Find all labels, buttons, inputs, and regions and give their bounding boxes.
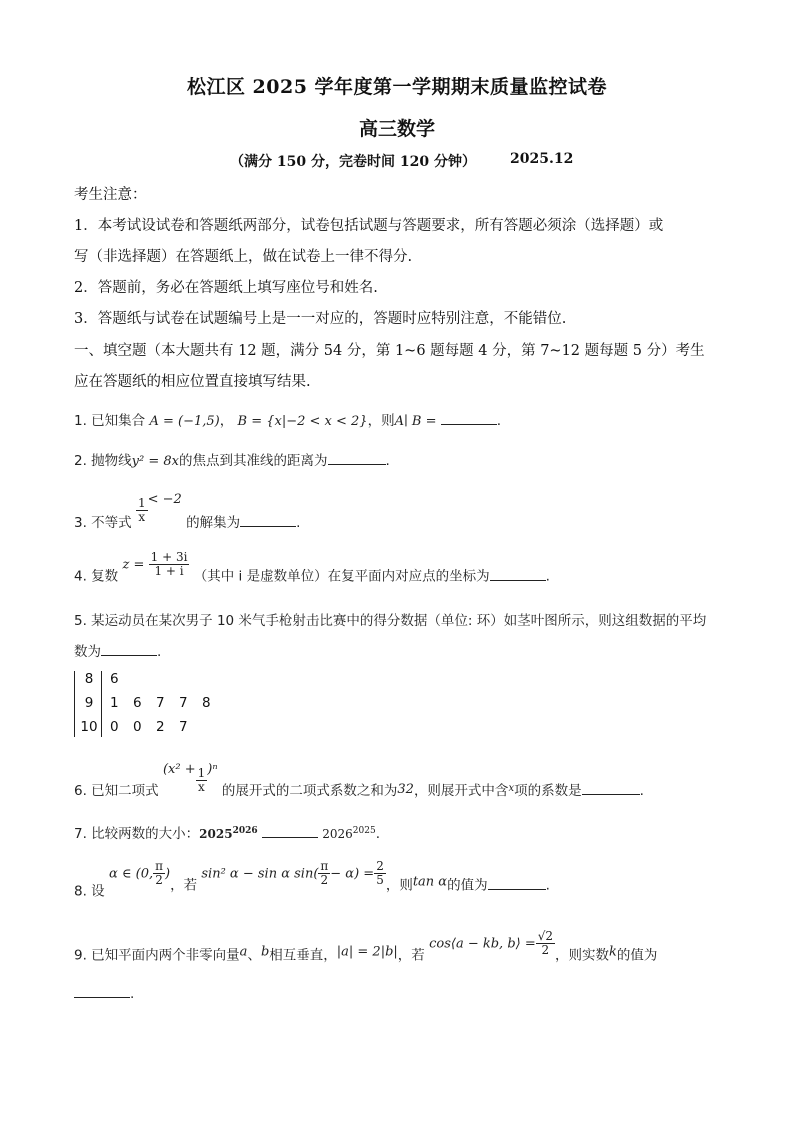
leaf-value: 7: [179, 695, 188, 711]
stem-value: 8: [84, 671, 94, 687]
q6-expr-left: (x² +: [162, 762, 196, 777]
q8-eq-frac: $\frac{\pi}{2}$: [320, 859, 329, 887]
notice-item-2: 2．答题前，务必在答题纸上填写座位号和姓名.: [74, 280, 378, 296]
q1-sep: ，: [219, 413, 234, 429]
q9-sep: 、: [247, 947, 261, 964]
question-5: 5. 某运动员在某次男子 10 米气手枪射击比赛中的得分数据（单位: 环）如茎叶图所示，则这组数据的平均: [74, 613, 707, 629]
leaf-value: 8: [202, 695, 211, 711]
q7-b: $2026^{2025}$: [322, 826, 376, 841]
q9-text: 9. 已知平面内两个非零向量: [74, 947, 240, 964]
q1-set-a: A = (−1,5): [149, 414, 220, 429]
q1-end: .: [496, 413, 502, 429]
q8-rhs-frac: $\frac{2}{5}$: [376, 859, 384, 887]
q3-ineq: < −2: [147, 492, 182, 507]
q6-after1: 的展开式的二项式系数之和为: [221, 783, 398, 799]
q6-after3: 项的系数是: [514, 783, 582, 799]
exam-title: 松江区 2025 学年度第一学期期末质量监控试卷: [186, 76, 608, 98]
section-heading: 一、填空题（本大题共有 12 题，满分 54 分，第 1~6 题每题 4 分，第 7~12 题每题 5 分）考生: [74, 343, 705, 359]
q6-end: .: [639, 783, 644, 799]
q9-rhs-frac: $\frac{√2}{2}$: [537, 929, 554, 957]
q3-end: .: [296, 515, 301, 531]
q4-lhs: z =: [122, 557, 145, 573]
q6-answer-blank[interactable]: [582, 782, 640, 795]
leaf-value: 0: [133, 719, 142, 735]
q2-text: 2. 抛物线: [74, 453, 132, 469]
notice-item-3: 3．答题纸与试卷在试题编号上是一一对应的，答题时应特别注意，不能错位.: [74, 311, 567, 327]
q9-k: k: [609, 944, 617, 960]
q2-answer-blank[interactable]: [328, 452, 386, 465]
q7-text: 7. 比较两数的大小：: [74, 826, 200, 842]
q9-cos: cos⟨a − kb, b⟩ =: [429, 936, 536, 952]
q5-end: .: [157, 644, 162, 660]
leaf-value: 2: [156, 719, 165, 735]
q8-answer-blank[interactable]: [488, 877, 546, 890]
q9-after: ，则实数: [555, 947, 610, 964]
q1-mid: ，则: [367, 413, 395, 429]
question-8: [74, 860, 550, 900]
q9-mid1: 相互垂直，: [269, 947, 337, 964]
q9-answer-blank[interactable]: [74, 985, 130, 998]
question-1: [74, 409, 501, 429]
q2-end: .: [385, 453, 390, 469]
q8-cond-end: ): [165, 866, 171, 882]
q9-end: .: [130, 986, 135, 1002]
question-2: [74, 449, 390, 469]
q6-expr-right: )ⁿ: [207, 762, 218, 777]
q8-eq-right: − α) =: [330, 866, 375, 882]
q8-eq-left: sin² α − sin α sin(: [201, 866, 319, 882]
q8-text: 8. 设: [74, 883, 105, 900]
q8-after2: 的值为: [447, 877, 488, 894]
q9-vector-b: b: [260, 944, 270, 960]
leaf-value: 6: [110, 671, 119, 687]
q7-a: $2025^{2026}$: [199, 826, 258, 841]
q4-end: .: [545, 568, 550, 585]
q7-answer-blank[interactable]: [262, 825, 318, 838]
q3-after: 的解集为: [186, 515, 241, 531]
question-5-cont: [74, 640, 161, 660]
notice-item-1: 1．本考试设试卷和答题纸两部分，试卷包括试题与答题要求，所有答题必须涂（选择题）或: [74, 218, 664, 234]
q9-vector-a: a: [239, 944, 248, 960]
q6-text: 6. 已知二项式: [74, 783, 159, 799]
q8-after: ，则: [385, 877, 413, 894]
stem-value: 9: [84, 695, 94, 711]
exam-meta: （满分 150 分，完卷时间 120 分钟）: [230, 154, 476, 170]
q9-mid2: ，若: [397, 947, 425, 964]
stem-leaf-divider: [101, 671, 102, 737]
question-9: [74, 930, 657, 964]
q4-text: 4. 复数: [74, 568, 119, 585]
leaf-value: 6: [133, 695, 142, 711]
stem-leaf-plot: [74, 667, 234, 739]
q6-value: 32: [397, 782, 414, 797]
q4-answer-blank[interactable]: [490, 568, 546, 581]
leaf-value: 7: [156, 695, 165, 711]
leaf-value: 0: [110, 719, 119, 735]
q5-text: 数为: [74, 644, 101, 660]
question-3: [74, 492, 300, 531]
q4-fraction: $\frac{1 + 3i}{1 + i}$: [150, 550, 188, 578]
q7-end: .: [375, 826, 380, 842]
q2-expr: y² = 8x: [131, 454, 179, 469]
q3-answer-blank[interactable]: [240, 514, 296, 527]
question-7: [74, 822, 380, 842]
leaf-value: 7: [179, 719, 188, 735]
q9-after2: 的值为: [616, 947, 658, 964]
q8-cond-frac: $\frac{\pi}{2}$: [155, 859, 164, 887]
notice-heading: 考生注意：: [74, 187, 147, 203]
q6-fraction: $\frac{1}{x}$: [197, 766, 206, 794]
q6-after2: ，则展开式中含: [413, 783, 509, 799]
stem-value: 10: [80, 719, 98, 735]
q3-text: 3. 不等式: [74, 515, 132, 531]
question-4: [74, 551, 550, 585]
q1-expr: A∣ B =: [394, 414, 437, 429]
q8-mid: ，若: [170, 877, 198, 894]
q8-cond: α ∈ (0,: [108, 866, 154, 882]
exam-subtitle: 高三数学: [358, 118, 435, 140]
q8-target: tan α: [412, 874, 448, 890]
q6-var: x: [508, 783, 515, 794]
q9-magnitude: |a| = 2|b|: [336, 944, 398, 960]
q8-end: .: [545, 877, 550, 894]
q3-fraction: $\frac{1}{x}$: [137, 496, 146, 524]
q1-text: 1. 已知集合: [74, 413, 146, 429]
section-heading-cont: 应在答题纸的相应位置直接填写结果.: [74, 374, 311, 390]
q4-after: （其中 i 是虚数单位）在复平面内对应点的坐标为: [193, 568, 490, 585]
question-9-cont: [74, 985, 134, 1002]
q2-after: 的焦点到其准线的距离为: [179, 453, 328, 469]
question-6: [74, 762, 644, 799]
q1-set-b: B = {x|−2 < x < 2}: [237, 414, 368, 429]
leaf-value: 1: [110, 695, 119, 711]
exam-date: 2025.12: [510, 151, 574, 167]
notice-item-1-cont: 写（非选择题）在答题纸上，做在试卷上一律不得分.: [74, 249, 413, 265]
stem-leaf-left-rule: [74, 671, 75, 737]
q5-answer-blank[interactable]: [101, 643, 157, 656]
q1-answer-blank[interactable]: [441, 412, 497, 425]
